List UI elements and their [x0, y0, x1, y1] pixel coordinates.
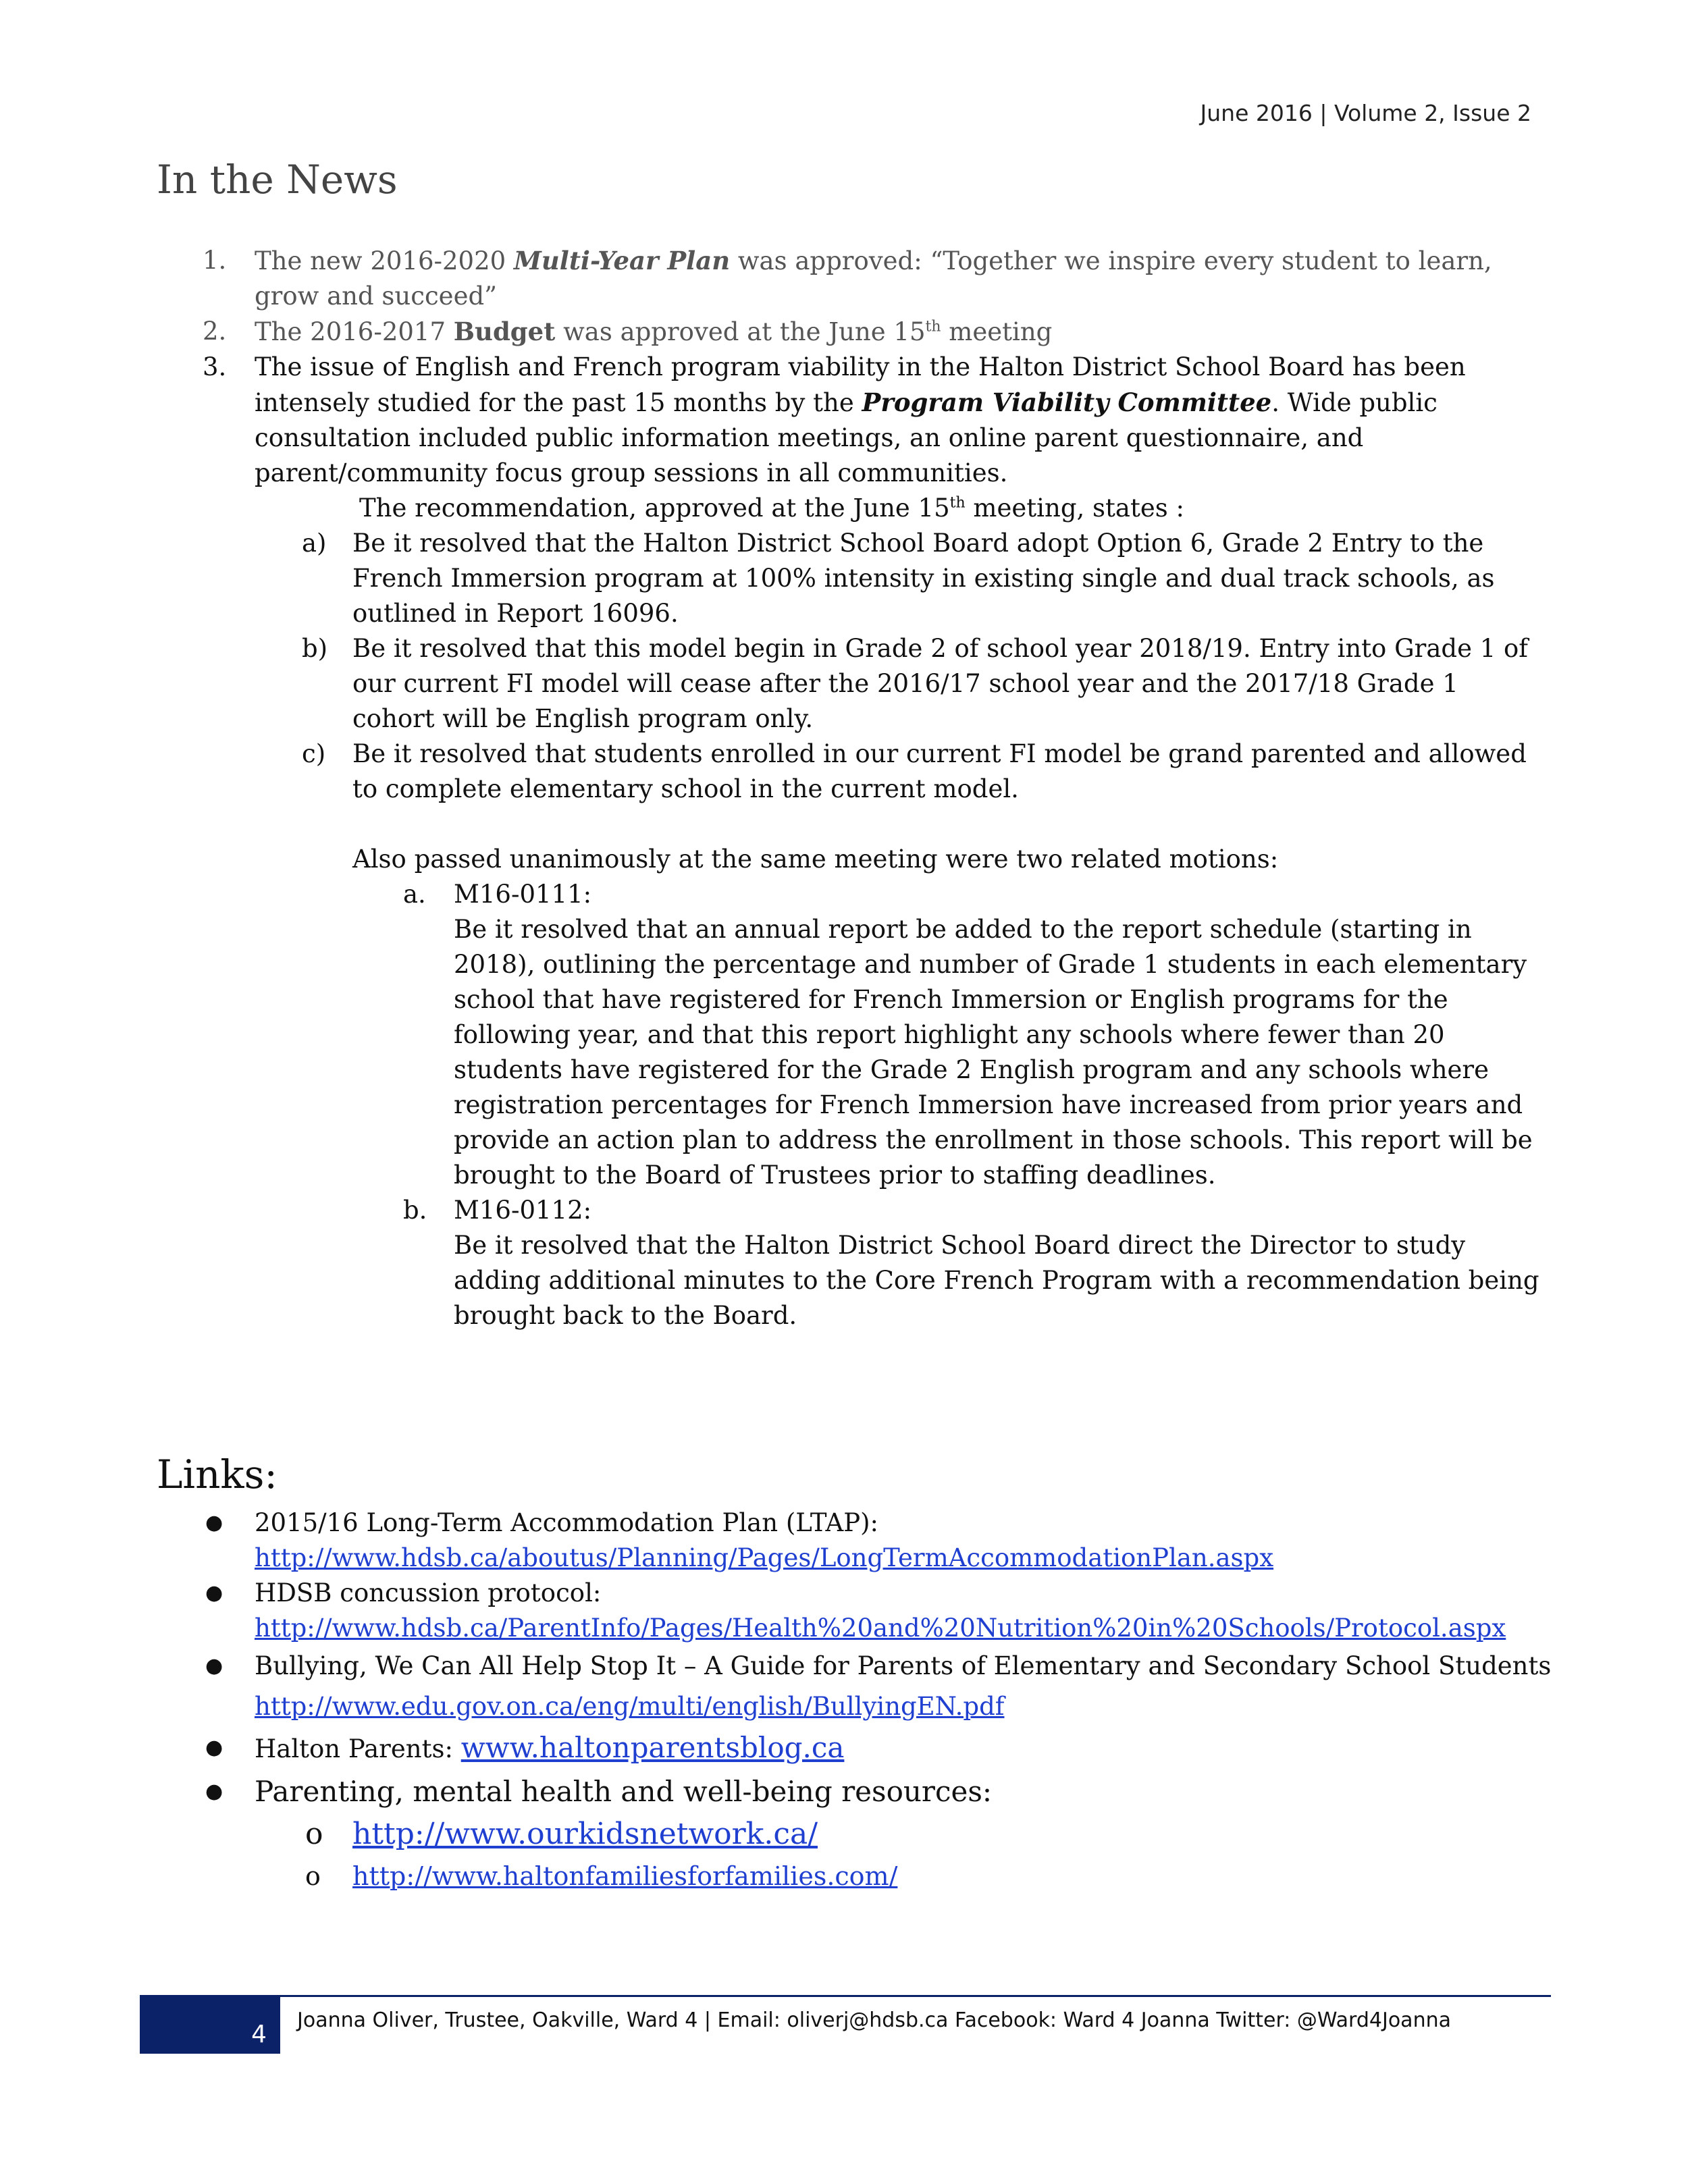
sub-link-item	[157, 1813, 1575, 1855]
link-label: Parenting, mental health and well-being resources:	[255, 1775, 993, 1808]
news-item: 3. The issue of English and French program viability in the Halton District School Board has been intensely studied for the past 15 months by the Program Viability Committee. Wide public consultation included public information meetings, an online parent questionnaire, and parent/community focus group sessions in all communities.	[157, 350, 1541, 491]
link-item	[157, 1770, 1575, 1813]
recommendation-intro: The recommendation, approved at the June 15th meeting, states :	[359, 494, 1184, 523]
news-item-number: 3.	[203, 352, 227, 381]
ourkidsnetwork-link[interactable]: http://www.ourkidsnetwork.ca/	[352, 1817, 818, 1851]
multi-year-plan-emphasis: Multi-Year Plan	[513, 246, 731, 275]
link-item	[157, 1576, 1575, 1646]
also-passed-text: Also passed unanimously at the same meeting were two related motions:	[352, 845, 1279, 874]
resolution-item	[157, 526, 1541, 631]
news-item: 2. The 2016-2017 Budget was approved at the June 15th meeting	[157, 314, 1541, 350]
footer-page-box	[140, 1995, 280, 2054]
budget-emphasis: Budget	[453, 317, 556, 346]
circle-bullet-icon: o	[305, 1817, 323, 1851]
resolution-text: Be it resolved that the Halton District School Board adopt Option 6, Grade 2 Entry to the French Immersion program at 100% intensity in existing single and dual track schools, as outlined in Report 16096.	[352, 529, 1495, 628]
link-item	[157, 1727, 1575, 1770]
halton-parents-link[interactable]: www.haltonparentsblog.ca	[460, 1731, 845, 1764]
footer-rule	[280, 1995, 1551, 1997]
bullet-icon: ●	[205, 1780, 223, 1803]
resolution-marker: c)	[302, 739, 326, 768]
motion-marker: a.	[403, 880, 426, 909]
resolution-item	[157, 631, 1541, 737]
resolution-text: Be it resolved that this model begin in Grade 2 of school year 2018/19. Entry into Grade 1 of our current FI model will cease after the 2016/17 school year and the 2017/18 Grade 1 cohort will be English program only.	[352, 634, 1529, 733]
concussion-protocol-link[interactable]: http://www.hdsb.ca/ParentInfo/Pages/Health%20and%20Nutrition%20in%20Schools/Protocol.aspx	[255, 1614, 1506, 1643]
link-label: HDSB concussion protocol:	[255, 1578, 602, 1607]
bullet-icon: ●	[205, 1581, 223, 1605]
circle-bullet-icon: o	[305, 1861, 321, 1891]
bullet-icon: ●	[205, 1511, 223, 1535]
resolution-marker: a)	[302, 529, 327, 558]
resolution-text: Be it resolved that students enrolled in our current FI model be grand parented and allowed to complete elementary school in the current model.	[352, 739, 1527, 803]
issue-header: June 2016 | Volume 2, Issue 2	[1200, 100, 1531, 126]
committee-emphasis: Program Viability Committee	[862, 388, 1272, 417]
links-list	[157, 1506, 1575, 1897]
motion-id: M16-0112:	[454, 1196, 592, 1225]
motion-item	[157, 877, 1541, 1193]
link-item	[157, 1506, 1575, 1576]
motion-text: Be it resolved that an annual report be added to the report schedule (starting in 2018), outlining the percentage and number of Grade 1 students in each elementary school that have registered for French Immersion or English programs for the following year, and that this report highlight any schools where fewer than 20 students have registered for the Grade 2 English program and any schools where registration percentages for French Immersion have increased from prior years and provide an action plan to address the enrollment in those schools. This report will be brought to the Board of Trustees prior to staffing deadlines.	[454, 915, 1533, 1190]
news-item: 1. The new 2016-2020 Multi-Year Plan was approved: “Together we inspire every student to learn, grow and succeed”	[157, 243, 1541, 314]
resolution-marker: b)	[302, 634, 328, 663]
bullying-guide-link[interactable]: http://www.edu.gov.on.ca/eng/multi/english/BullyingEN.pdf	[255, 1692, 1005, 1721]
haltonfamilies-link[interactable]: http://www.haltonfamiliesforfamilies.com/	[352, 1861, 898, 1891]
news-item-number: 2.	[203, 317, 227, 346]
link-label: Bullying, We Can All Help Stop It – A Guide for Parents of Elementary and Secondary School Students	[255, 1651, 1552, 1680]
link-label: 2015/16 Long-Term Accommodation Plan (LTAP):	[255, 1508, 878, 1537]
bullet-icon: ●	[205, 1654, 223, 1678]
section-title-news: In the News	[157, 157, 398, 203]
footer-contact: Joanna Oliver, Trustee, Oakville, Ward 4 | Email: oliverj@hdsb.ca Facebook: Ward 4 Joanna Twitter: @Ward4Joanna	[297, 2008, 1451, 2032]
link-label: Halton Parents:	[255, 1734, 453, 1763]
news-item-number: 1.	[203, 246, 227, 275]
news-list	[157, 243, 1541, 1333]
resolution-item	[157, 737, 1541, 807]
motion-id: M16-0111:	[454, 880, 592, 909]
link-item	[157, 1646, 1575, 1727]
motion-text: Be it resolved that the Halton District School Board direct the Director to study adding additional minutes to the Core French Program with a recommendation being brought back to the Board.	[454, 1231, 1539, 1330]
motion-item	[157, 1193, 1541, 1333]
bullet-icon: ●	[205, 1736, 223, 1759]
sub-link-item	[157, 1855, 1575, 1897]
motion-marker: b.	[403, 1196, 427, 1225]
page-number: 4	[251, 2021, 267, 2048]
ltap-link[interactable]: http://www.hdsb.ca/aboutus/Planning/Pages/LongTermAccommodationPlan.aspx	[255, 1543, 1274, 1572]
section-title-links: Links:	[157, 1451, 278, 1497]
